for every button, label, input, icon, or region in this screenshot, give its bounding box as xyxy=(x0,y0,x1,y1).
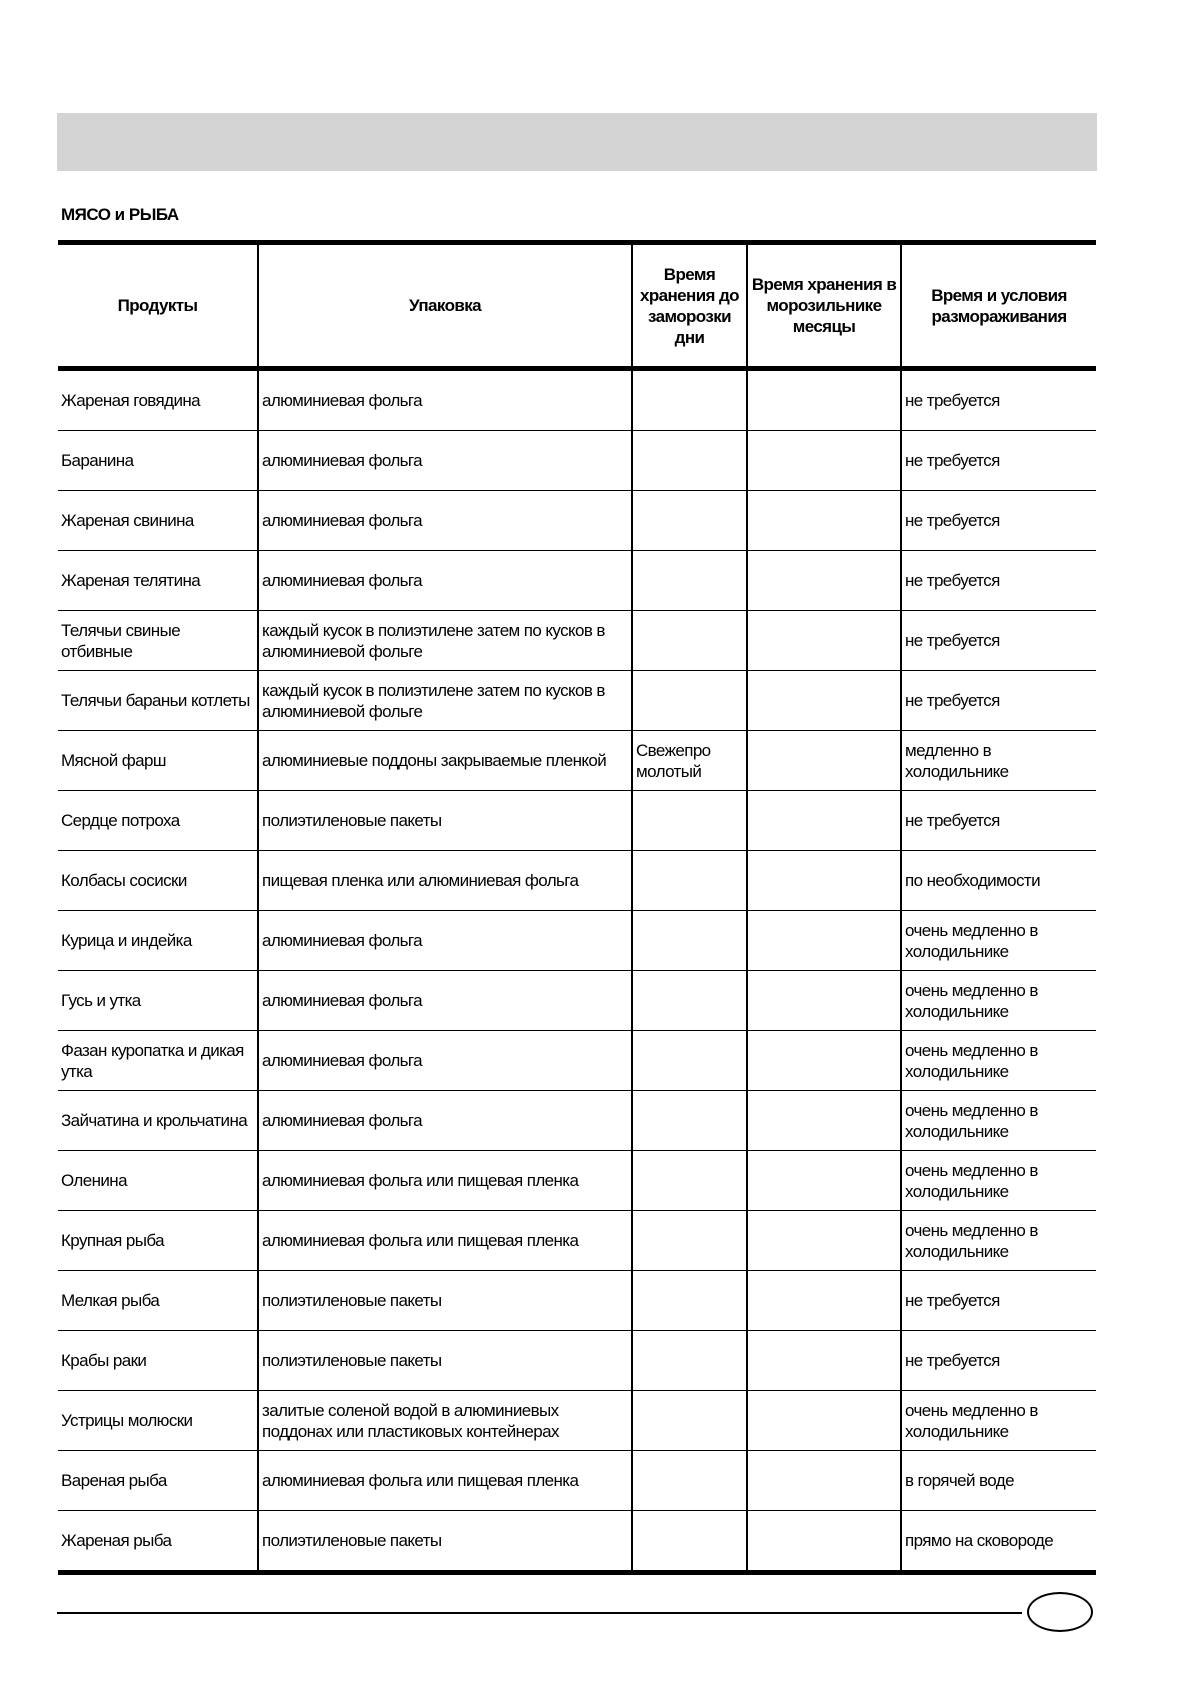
cell-product: Жареная рыба xyxy=(58,1511,258,1573)
cell-product: Мясной фарш xyxy=(58,731,258,791)
table-row xyxy=(58,1151,1096,1211)
cell-thawing: не требуется xyxy=(901,1331,1096,1391)
header-thawing: Время и условия размораживания xyxy=(901,243,1096,369)
cell-thawing: очень медленно в холодильнике xyxy=(901,1391,1096,1451)
table-row xyxy=(58,1211,1096,1271)
cell-packaging: алюминиевая фольга или пищевая пленка xyxy=(258,1151,632,1211)
cell-product: Жареная говядина xyxy=(58,369,258,431)
cell-thawing: очень медленно в холодильнике xyxy=(901,1151,1096,1211)
cell-thawing: прямо на сковороде xyxy=(901,1511,1096,1573)
cell-thawing: не требуется xyxy=(901,369,1096,431)
table-row xyxy=(58,671,1096,731)
table-row xyxy=(58,1511,1096,1573)
section-title: МЯСО и РЫБА xyxy=(61,205,179,224)
cell-storage-months xyxy=(747,1271,901,1331)
cell-storage-days xyxy=(632,1211,747,1271)
cell-storage-days xyxy=(632,611,747,671)
cell-storage-months xyxy=(747,1451,901,1511)
header-storage-days: Время хранения до заморозки дни xyxy=(632,243,747,369)
header-storage-months: Время хранения в морозильнике месяцы xyxy=(747,243,901,369)
cell-storage-days xyxy=(632,1091,747,1151)
cell-storage-days: Свежепро молотый xyxy=(632,731,747,791)
cell-storage-days xyxy=(632,491,747,551)
cell-storage-months xyxy=(747,671,901,731)
cell-storage-months xyxy=(747,1151,901,1211)
table-row xyxy=(58,551,1096,611)
cell-thawing: очень медленно в холодильнике xyxy=(901,1031,1096,1091)
cell-packaging: пищевая пленка или алюминиевая фольга xyxy=(258,851,632,911)
table-header-row xyxy=(58,243,1096,369)
storage-table xyxy=(58,240,1096,1575)
cell-product: Оленина xyxy=(58,1151,258,1211)
table-row xyxy=(58,1031,1096,1091)
cell-thawing: в горячей воде xyxy=(901,1451,1096,1511)
table-row xyxy=(58,491,1096,551)
cell-storage-months xyxy=(747,431,901,491)
cell-storage-months xyxy=(747,1031,901,1091)
cell-packaging: залитые соленой водой в алюминиевых поддонах или пластиковых контейнерах xyxy=(258,1391,632,1451)
cell-thawing: не требуется xyxy=(901,551,1096,611)
header-product: Продукты xyxy=(58,243,258,369)
cell-packaging: алюминиевая фольга или пищевая пленка xyxy=(258,1451,632,1511)
cell-storage-months xyxy=(747,611,901,671)
cell-storage-months xyxy=(747,1331,901,1391)
cell-product: Колбасы сосиски xyxy=(58,851,258,911)
cell-product: Фазан куропатка и дикая утка xyxy=(58,1031,258,1091)
cell-product: Мелкая рыба xyxy=(58,1271,258,1331)
table-row xyxy=(58,1391,1096,1451)
cell-product: Телячьи свиные отбивные xyxy=(58,611,258,671)
cell-thawing: очень медленно в холодильнике xyxy=(901,1091,1096,1151)
table-row xyxy=(58,431,1096,491)
cell-packaging: полиэтиленовые пакеты xyxy=(258,1511,632,1573)
cell-storage-months xyxy=(747,731,901,791)
cell-product: Вареная рыба xyxy=(58,1451,258,1511)
table-row xyxy=(58,1091,1096,1151)
table-row xyxy=(58,971,1096,1031)
cell-storage-months xyxy=(747,1091,901,1151)
cell-thawing: очень медленно в холодильнике xyxy=(901,1211,1096,1271)
cell-storage-months xyxy=(747,1211,901,1271)
cell-storage-days xyxy=(632,791,747,851)
cell-thawing: не требуется xyxy=(901,1271,1096,1331)
cell-storage-months xyxy=(747,791,901,851)
cell-storage-months xyxy=(747,369,901,431)
cell-storage-days xyxy=(632,1511,747,1573)
table-row xyxy=(58,1331,1096,1391)
cell-packaging: полиэтиленовые пакеты xyxy=(258,1271,632,1331)
table-row xyxy=(58,851,1096,911)
cell-product: Телячьи бараньи котлеты xyxy=(58,671,258,731)
cell-packaging: полиэтиленовые пакеты xyxy=(258,791,632,851)
cell-storage-days xyxy=(632,1151,747,1211)
header-band xyxy=(57,113,1097,171)
cell-product: Жареная свинина xyxy=(58,491,258,551)
table-row xyxy=(58,1271,1096,1331)
table-row xyxy=(58,1451,1096,1511)
cell-product: Сердце потроха xyxy=(58,791,258,851)
cell-thawing: очень медленно в холодильнике xyxy=(901,911,1096,971)
cell-storage-months xyxy=(747,911,901,971)
cell-thawing: медленно в холодильнике xyxy=(901,731,1096,791)
cell-storage-days xyxy=(632,1331,747,1391)
cell-thawing: не требуется xyxy=(901,791,1096,851)
cell-storage-days xyxy=(632,369,747,431)
cell-storage-days xyxy=(632,1451,747,1511)
header-packaging: Упаковка xyxy=(258,243,632,369)
cell-packaging: алюминиевая фольга xyxy=(258,431,632,491)
cell-thawing: очень медленно в холодильнике xyxy=(901,971,1096,1031)
cell-packaging: алюминиевая фольга xyxy=(258,491,632,551)
cell-storage-days xyxy=(632,1031,747,1091)
cell-packaging: алюминиевая фольга xyxy=(258,369,632,431)
cell-product: Баранина xyxy=(58,431,258,491)
table-body xyxy=(58,369,1096,1573)
table-row xyxy=(58,911,1096,971)
page-number-oval xyxy=(1027,1592,1093,1632)
cell-thawing: не требуется xyxy=(901,431,1096,491)
cell-storage-days xyxy=(632,551,747,611)
cell-thawing: не требуется xyxy=(901,491,1096,551)
cell-storage-months xyxy=(747,1511,901,1573)
cell-product: Крупная рыба xyxy=(58,1211,258,1271)
cell-product: Крабы раки xyxy=(58,1331,258,1391)
cell-storage-days xyxy=(632,1391,747,1451)
cell-product: Устрицы молюски xyxy=(58,1391,258,1451)
cell-packaging: полиэтиленовые пакеты xyxy=(258,1331,632,1391)
cell-thawing: не требуется xyxy=(901,671,1096,731)
cell-packaging: алюминиевая фольга xyxy=(258,1031,632,1091)
cell-storage-months xyxy=(747,1391,901,1451)
cell-product: Гусь и утка xyxy=(58,971,258,1031)
cell-storage-months xyxy=(747,491,901,551)
cell-storage-months xyxy=(747,551,901,611)
table-row xyxy=(58,791,1096,851)
cell-storage-months xyxy=(747,971,901,1031)
cell-packaging: каждый кусок в полиэтилене затем по кусков в алюминиевой фольге xyxy=(258,671,632,731)
table-row xyxy=(58,611,1096,671)
cell-storage-days xyxy=(632,431,747,491)
table-row xyxy=(58,369,1096,431)
cell-storage-days xyxy=(632,671,747,731)
cell-storage-days xyxy=(632,1271,747,1331)
cell-product: Курица и индейка xyxy=(58,911,258,971)
cell-packaging: алюминиевая фольга или пищевая пленка xyxy=(258,1211,632,1271)
cell-packaging: алюминиевая фольга xyxy=(258,1091,632,1151)
cell-packaging: алюминиевая фольга xyxy=(258,551,632,611)
table-row xyxy=(58,731,1096,791)
cell-packaging: алюминиевая фольга xyxy=(258,971,632,1031)
cell-packaging: каждый кусок в полиэтилене затем по кусков в алюминиевой фольге xyxy=(258,611,632,671)
cell-storage-days xyxy=(632,971,747,1031)
cell-product: Жареная телятина xyxy=(58,551,258,611)
cell-storage-days xyxy=(632,911,747,971)
cell-storage-months xyxy=(747,851,901,911)
footer-divider xyxy=(57,1612,1022,1614)
cell-thawing: не требуется xyxy=(901,611,1096,671)
cell-storage-days xyxy=(632,851,747,911)
cell-thawing: по необходимости xyxy=(901,851,1096,911)
cell-packaging: алюминиевая фольга xyxy=(258,911,632,971)
cell-packaging: алюминиевые поддоны закрываемые пленкой xyxy=(258,731,632,791)
cell-product: Зайчатина и крольчатина xyxy=(58,1091,258,1151)
